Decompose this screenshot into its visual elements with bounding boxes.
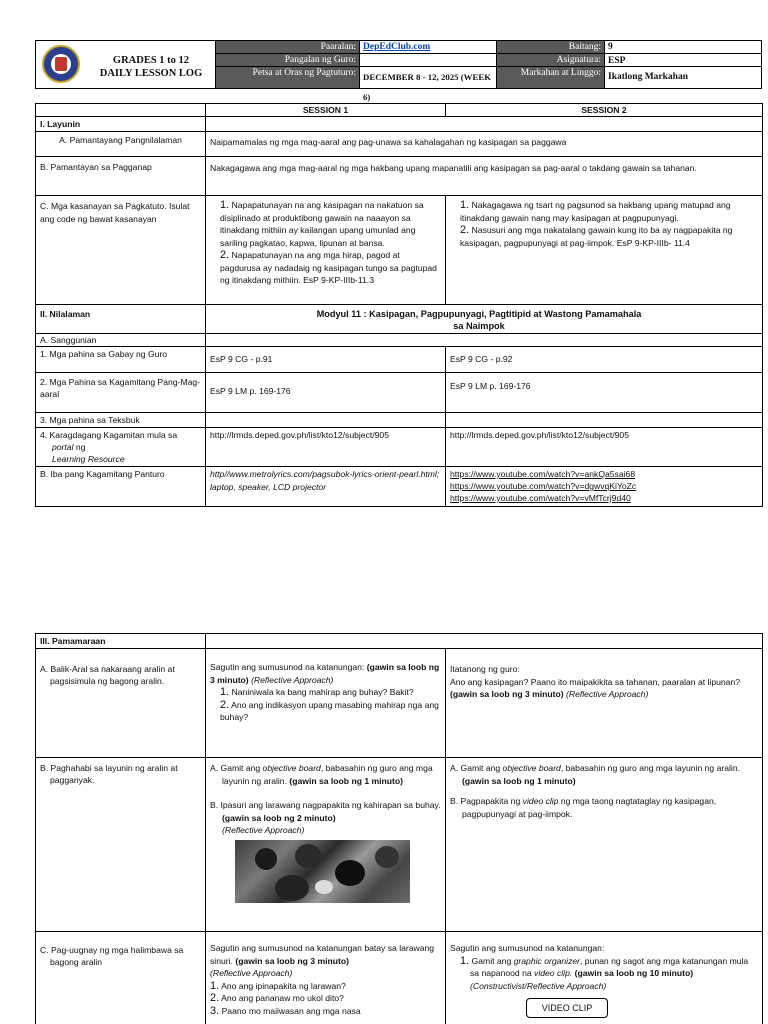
balik-aral-label [36,649,206,758]
gabay-s1: EsP 9 CG - p.91 [206,347,446,373]
pagganap-value: Nakagagawa ang mga mag-aaral ng mga hakbang upang mapanatili ang kasipagan sa pag-aaral o takdang gawain sa tahanan. [206,157,763,196]
date-label: Petsa at Oras ng Pagtuturo: [216,67,360,88]
paghahabi-s2-b-pre: B. Pagpapakita ng [450,796,521,806]
karagdagan-label-line: 4. Karagdagang Kagamitan mula sa [40,430,178,440]
iba-s1-url: http//www.metrolyrics.com/pagsubok-lyrics-orient-pearl.html; [210,469,440,479]
iba-s1 [206,467,446,507]
paghahabi-s2 [446,758,763,932]
gabay-s2: EsP 9 CG - p.92 [446,347,763,373]
paghahabi-s1 [206,758,446,932]
kagamitan-label: 2. Mga Pahina sa Kagamitang Pang-Mag- aaral [36,373,206,413]
empty-cell [206,413,446,428]
karagdagan-resource: Learning Resource [52,454,125,464]
kasanayan-label: C. Mga kasanayan sa Pagkatuto. Isulat ang code ng bawat kasanayan [36,196,206,305]
paghahabi-s1-b-approach: (Reflective Approach) [222,825,305,835]
layunin-title: I. Layunin [36,117,206,132]
title-line-2: DAILY LESSON LOG [99,68,203,79]
paghahabi-s1-a-pre: A. Gamit ang [210,763,261,773]
title-line-1: GRADES 1 to 12 [112,55,190,66]
kagamitan-s2: EsP 9 LM p. 169-176 [446,373,763,413]
lesson-log-header [35,40,762,102]
balik-aral-s2-text: Ano ang kasipagan? Paano ito maipakikita sa tahanan, paaralan at lipunan? [450,676,741,687]
school-label: Paaralan: [216,41,360,54]
balik-aral-s1 [206,649,446,758]
kasanayan-s2 [446,196,763,305]
session-2-header: SESSION 2 [446,104,763,117]
list-item: 1. Napapatunayan na ang kasipagan na nakatuon sa disiplinado at produktibong gawain na naaayon sa itinakdang mithiin ay kailangan upang umunlad ang sariling pagkatao, kapwa, lipunan at bansa. [220,199,424,248]
balik-aral-s2-time: (gawin sa loob ng 3 minuto) [450,689,564,699]
pag-uugnay-s2-approach: (Constructivist/Reflective Approach) [470,980,607,991]
kasanayan-s1-item-1: Napapatunayan na ang kasipagan na nakatuon sa disiplinado at produktibong gawain na naaayon sa itinakdang mithiin ay kailangan upang umunlad ang sariling pagkatao, kapwa, lipunan at bansa. [220,200,424,248]
pagganap-label: B. Pamantayan sa Pagganap [36,157,206,196]
list-item: 1. Ano ang ipinapakita ng larawan? [210,979,346,992]
paghahabi-s2-a-em: objective board [502,763,561,773]
pamantayang-value: Naipamamalas ng mga mag-aaral ang pag-unawa sa kahalagahan ng kasipagan sa paggawa [206,132,763,157]
youtube-link-2[interactable]: https://www.youtube.com/watch?v=dgwvqKiYoZc [450,481,637,491]
kagamitan-s1: EsP 9 LM p. 169-176 [206,373,446,413]
karagdagan-ng: ng [75,442,86,452]
school-link[interactable]: DepEdClub.com [363,42,431,52]
paghahabi-s2-b-em: video clip [522,796,559,806]
kasanayan-s2-item-2: Nasusuri ang mga nakatalang gawain kung ito ba ay nagpapakita ng kasipagan, pagpupunyagi at pag-iimpok. EsP 9-KP-IIIb- 11.4 [460,225,733,248]
paghahabi-s2-a-text: , babasahin ng guro ang mga layunin ng aralin. [560,763,741,773]
teksbuk-label: 3. Mga pahina sa Teksbuk [36,413,206,428]
module-title: Modyul 11 : Kasipagan, Pagpupunyagi, Pagtitipid at Wastong Pamamahala sa Naimpok [206,305,763,334]
empty-cell [206,334,763,347]
pag-uugnay-q2: Ano ang pananaw mo ukol dito? [221,993,344,1003]
list-item: 1. Gamit ang graphic organizer, punan ng sagot ang mga katanungan mula sa napanood na video clip. (gawin sa loob ng 10 minuto) (Constructivist/Reflective Approach) [460,954,749,991]
subject-value: ESP [605,54,761,67]
paghahabi-text: B. Paghahabi sa layunin ng aralin at pagganyak. [40,763,178,785]
deped-seal-icon [42,45,80,83]
pag-uugnay-s1 [206,932,446,1024]
empty-cell [446,413,763,428]
paghahabi-s2-a-pre: A. Gamit ang [450,763,501,773]
hardship-photo [235,840,410,903]
balik-aral-text: A. Balik-Aral sa nakaraang aralin at pagsisimula ng bagong aralin. [40,664,175,686]
list-item: 1. Nakagagawa ng tsart ng pagsunod sa hakbang upang matupad ang itinakdang gawain nang may kasipagan at pagpupunyagi. [460,199,731,223]
gabay-label: 1. Mga pahina sa Gabay ng Guro [36,347,206,373]
session-header-row [36,104,763,117]
karagdagan-portal: portal [52,442,74,452]
teacher-value [360,54,497,67]
sanggunian-label: A. Sanggunian [36,334,206,347]
paghahabi-s1-a-em: objective board [262,763,321,773]
paghahabi-s2-b-text: ng mga taong nagtataglay ng kasipagan, pagpupunyagi at pag-iimpok. [462,796,717,819]
grade-value: 9 [605,40,761,54]
pag-uugnay-s2-time: (gawin sa loob ng 10 minuto) [574,968,694,978]
pag-uugnay-s1-approach: (Reflective Approach) [210,968,293,978]
empty-cell [36,104,206,117]
iba-label: B. Iba pang Kagamitang Panturo [36,467,206,507]
pag-uugnay-s2-em2: video clip. [534,968,573,978]
pag-uugnay-q3: Paano mo maiiwasan ang mga nasa [221,1005,361,1016]
paghahabi-s2-a-time: (gawin sa loob ng 1 minuto) [462,775,576,786]
school-value [360,40,497,54]
quarter-label: Markahan at Linggo: [497,67,605,88]
list-item: 1. Naniniwala ka bang mahirap ang buhay? Bakit? [220,686,414,698]
procedure-table [35,633,763,1024]
kasanayan-s1 [206,196,446,305]
nilalaman-title: II. Nilalaman [36,305,206,334]
teacher-label: Pangalan ng Guro: [216,54,360,67]
pag-uugnay-s1-time: (gawin sa loob ng 3 minuto) [235,955,349,966]
balik-aral-s2-approach: (Reflective Approach) [566,689,649,699]
pag-uugnay-s2-em: graphic organizer [513,955,581,966]
paghahabi-s1-a-text: , babasahin ng guro ang mga layunin ng aralin. [222,763,433,786]
balik-aral-s2-intro: Itatanong ng guro: [450,664,520,674]
balik-aral-s1-approach: (Reflective Approach) [251,674,334,685]
video-clip-box: VIDEO CLIP [526,998,608,1018]
subject-label: Asignatura: [497,54,605,67]
list-item: 2. Ano ang indikasyon upang masabing mahirap nga ang buhay? [220,698,439,722]
pamamaraan-title: III. Pamamaraan [36,634,206,649]
grade-label: Baitang: [497,41,605,54]
pag-uugnay-text: C. Pag-uugnay ng mga halimbawa sa bagong aralin [40,945,184,967]
balik-aral-s2 [446,649,763,758]
pag-uugnay-q1: Ano ang ipinapakita ng larawan? [221,980,346,991]
date-value: DECEMBER 8 - 12, 2025 (WEEK 6) [360,67,497,88]
pag-uugnay-s2-intro: Sagutin ang sumusunod na katanungan: [450,943,605,953]
header-brand-cell [36,41,216,88]
list-item: 3. Paano mo maiiwasan ang mga nasa [210,1004,361,1017]
objectives-table [35,103,763,507]
list-item: 2. Napapatunayan na ang mga hirap, pagod at pagdurusa ay nadadaig ng kasipagan tungo sa pagtupad ng itinakdang mithiin. EsP 9-KP-IIIb-11.3 [220,249,437,285]
karagdagan-s2: http://lrmds.deped.gov.ph/list/kto12/subject/905 [446,428,763,467]
header-title [86,54,216,80]
karagdagan-s1: http://lrmds.deped.gov.ph/list/kto12/subject/905 [206,428,446,467]
kasanayan-s1-item-2: Napapatunayan na ang mga hirap, pagod at pagdurusa ay nadadaig ng kasipagan tungo sa pagtupad ng itinakdang mithiin. EsP 9-KP-IIIb-11.3 [220,250,437,285]
pag-uugnay-label [36,932,206,1024]
kasanayan-s2-item-1: Nakagagawa ng tsart ng pagsunod sa hakbang upang matupad ang itinakdang gawain nang may kasipagan at pagpupunyagi. [460,200,731,223]
paghahabi-s1-b-text: B. Ipasuri ang larawang nagpapakita ng kahirapan sa buhay. [210,800,441,810]
balik-aral-q1: Naniniwala ka bang mahirap ang buhay? Bakit? [231,687,414,697]
paghahabi-label [36,758,206,932]
paghahabi-s1-a-time: (gawin sa loob ng 1 minuto) [289,775,403,786]
pag-uugnay-s2 [446,932,763,1024]
youtube-link-1[interactable]: https://www.youtube.com/watch?v=ankQa5sai68 [450,469,636,479]
session-1-header: SESSION 1 [206,104,446,117]
empty-cell [206,117,763,132]
list-item: 2. Nasusuri ang mga nakatalang gawain kung ito ba ay nagpapakita ng kasipagan, pagpupunyagi at pag-iimpok. EsP 9-KP-IIIb- 11.4 [460,224,733,248]
paghahabi-s1-b-time: (gawin sa loob ng 2 minuto) [222,812,336,823]
list-item: 2. Ano ang pananaw mo ukol dito? [210,992,344,1004]
karagdagan-label [36,428,206,467]
iba-s1-equipment: laptop, speaker, LCD projector [210,481,327,492]
balik-aral-s1-intro: Sagutin ang sumusunod na katanungan: [210,662,365,672]
iba-s2 [446,467,763,507]
pag-uugnay-s2-text: , punan ng sagot ang mga katanungan mula sa napanood na [470,955,749,978]
youtube-link-3[interactable]: https://www.youtube.com/watch?v=vMfTcrj9d40 [450,493,631,503]
pag-uugnay-s2-pre: Gamit ang [471,955,512,966]
balik-aral-s1-time: (gawin sa loob ng 3 minuto) [210,662,440,685]
balik-aral-q2: Ano ang indikasyon upang masabing mahirap nga ang buhay? [220,699,439,722]
pag-uugnay-s1-intro: Sagutin ang sumusunod na katanungan batay sa larawang sinuri. [210,943,435,966]
empty-cell [206,634,763,649]
quarter-value: Ikatlong Markahan [608,72,688,82]
pamantayang-label: A. Pamantayang Pangnilalaman [36,132,206,157]
